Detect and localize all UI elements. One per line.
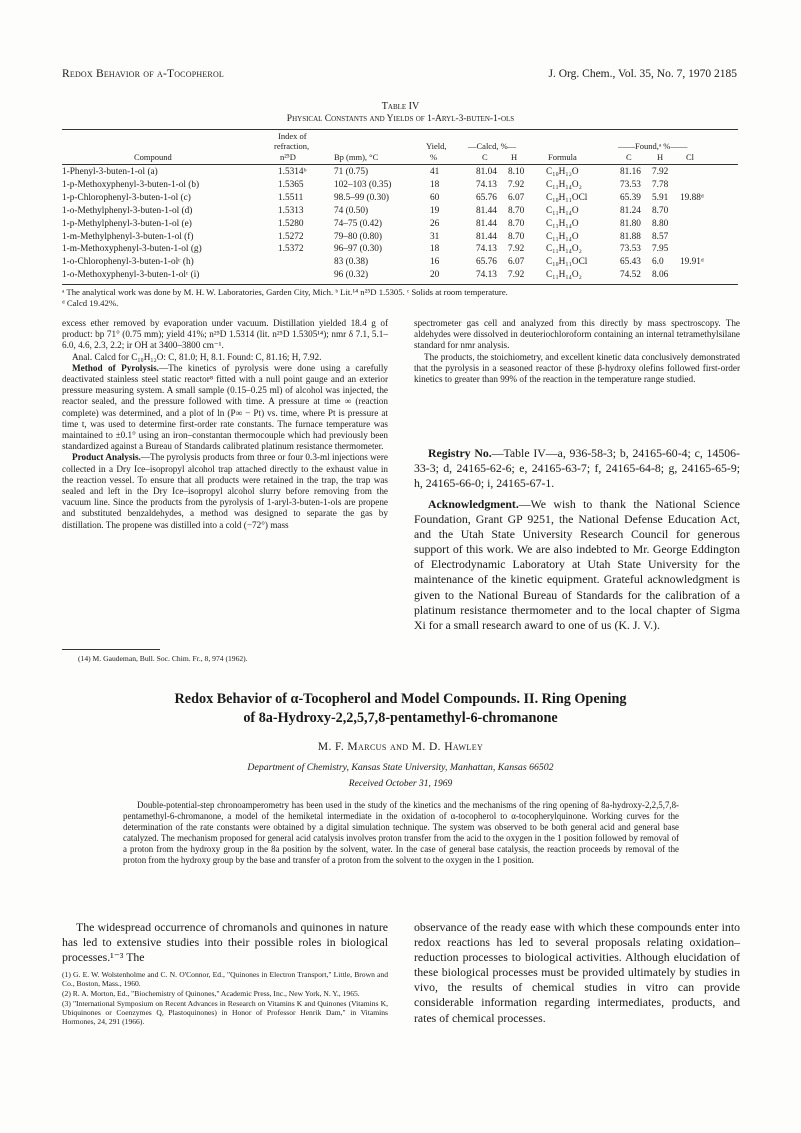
reference-2: (2) R. A. Morton, Ed., "Biochemistry of Quinones," Academic Press, Inc., New York, N. Y., 1965. [62, 988, 360, 998]
cell-compound: 1-m-Methoxyphenyl-3-buten-1-ol (g) [62, 244, 202, 255]
col-calcd-h: H [511, 152, 518, 162]
cell-n: 1.5365 [278, 179, 304, 190]
col-calcd-c: C [482, 152, 488, 162]
cell-formula: C₁₁H₁₄O [546, 205, 579, 216]
cell-bp: 74 (0.50) [334, 205, 369, 216]
running-head-journal: J. Org. Chem., Vol. 35, No. 7, 1970 2185 [548, 68, 737, 80]
cell-compound: 1-o-Methylphenyl-3-buten-1-ol (d) [62, 205, 193, 216]
cell-yield: 20 [430, 270, 440, 281]
cell-cc: 81.44 [476, 205, 497, 216]
running-head-title: Redox Behavior of α-Tocopherol [62, 68, 225, 80]
col-compound: Compound [134, 152, 172, 162]
cell-bp: 83 (0.38) [334, 257, 369, 268]
cell-bp: 98.5–99 (0.30) [334, 192, 390, 203]
cell-cc: 74.13 [476, 244, 497, 255]
cell-n: 1.5280 [278, 218, 304, 229]
cell-yield: 26 [430, 218, 440, 229]
reference-14: (14) M. Gaudeman, Bull. Soc. Chim. Fr., 8, 974 (1962). [78, 654, 248, 663]
cell-fh: 8.70 [652, 205, 669, 216]
heading-product-analysis: Product Analysis. [72, 452, 141, 463]
cell-cc: 81.44 [476, 218, 497, 229]
cell-ch: 7.92 [508, 244, 525, 255]
table-footnote-1: ᵃ The analytical work was done by M. H. W. Laboratories, Garden City, Mich. ᵇ Lit.¹⁴ n²⁵D 1.5305. ᶜ Solids at room temperature. [62, 287, 508, 297]
cell-n: 1.5511 [278, 192, 304, 203]
cell-cc: 74.13 [476, 179, 497, 190]
cell-formula: C₁₁H₁₄O₂ [546, 244, 582, 255]
table-row [62, 257, 738, 270]
cell-fh: 7.95 [652, 244, 669, 255]
footnote-rule-left [62, 649, 160, 650]
col-calcd: —Calcd, %— [468, 141, 517, 151]
table-label: Table IV [381, 101, 420, 112]
cell-formula: C₁₀H₁₁OCl [546, 192, 588, 203]
text-registry: —Table IV—a, 936-58-3; b, 24165-60-4; c, 14506-33-3; d, 24165-62-6; e, 24165-63-7; f, 24165-64-8; g, 24165-65-9; h, 24165-66-0; i, 24165-67-1. [414, 446, 740, 491]
table-header [62, 131, 738, 161]
col-formula: Formula [548, 152, 577, 162]
cell-cc: 65.76 [476, 192, 497, 203]
cell-yield: 16 [430, 257, 440, 268]
reference-3: (3) "International Symposium on Recent Advances in Research on Vitamins K and Quinones (Vitamins K, Ubiquinones or Coenzymes Q, Plastoquinones) in Honor of Professor Henrik Dam," in Vitamins Hormones, 24, 291 (1966). [62, 998, 388, 1027]
cell-fh: 7.92 [652, 167, 669, 177]
text-product-analysis: —The pyrolysis products from three or four 0.3-ml injections were collected in a Dry Ice–isopropyl alcohol trap attached directly to the exhaust value in the reaction vessel. To ensure that all products were retained in the trap, the trap was sealed and left in the Dry Ice–isopropyl alcohol slurry before removing from the vacuum line. Since the products from the pyrolysis of 1-aryl-3-buten-1-ols are propene and substituted benzaldehydes, a method was designed to separate the gas by distillation. The propene was distilled into a cold (−72°) mass [62, 452, 388, 530]
cell-bp: 71 (0.75) [334, 167, 369, 177]
cell-fc: 81.80 [620, 218, 641, 229]
cell-compound: 1-o-Methoxyphenyl-3-buten-1-olᶜ (i) [62, 270, 200, 281]
col-found-h: H [657, 152, 664, 162]
cell-cc: 81.44 [476, 231, 497, 242]
cell-compound: 1-o-Chlorophenyl-3-buten-1-olᶜ (h) [62, 257, 194, 268]
article-title-line1: Redox Behavior of α-Tocopherol and Model Compounds. II. Ring Opening [174, 691, 627, 707]
cell-formula: C₁₁H₁₄O₂ [546, 270, 582, 281]
col-yield-line2: % [430, 152, 438, 162]
cell-formula: C₁₁H₁₄O [546, 231, 579, 242]
cell-fh: 7.78 [652, 179, 669, 190]
article-title [0, 690, 801, 728]
cell-n: 1.5372 [278, 244, 304, 255]
cell-bp: 102–103 (0.35) [334, 179, 392, 190]
text-acknowledgment: —We wish to thank the National Science Foundation, Grant GP 9251, the National Defense Education Act, and the Utah State University Research Council for generous support of this work. We are also indebted to Mr. George Eddington of Electrodynamic Laboratory at Utah State University for the maintenance of the kinetic equipment. Grateful acknowledgment is given to the National Bureau of Standards for the calibration of a platinum resistance thermometer and to the local chapter of Sigma Xi for a small research award to one of us (K. J. V.). [414, 497, 740, 632]
col-bp: Bp (mm), °C [334, 152, 379, 162]
cell-formula: C₁₀H₁₂O [546, 167, 579, 177]
cell-fc: 73.53 [620, 179, 641, 190]
intro-left-text: The widespread occurrence of chromanols and quinones in nature has led to extensive studies into their possible roles in biological processes.¹⁻³ The [62, 920, 388, 965]
cell-cc: 65.76 [476, 257, 497, 268]
cell-bp: 79–80 (0.80) [334, 231, 383, 242]
cell-fc: 65.39 [620, 192, 641, 203]
cell-formula: C₁₀H₁₁OCl [546, 257, 588, 268]
paragraph-product-analysis [62, 452, 388, 530]
paragraph-spectrometer: spectrometer gas cell and analyzed from this directly by mass spectroscopy. The aldehydes were dissolved in deuteriochloroform containing an internal tetramethylsilane standard for nmr analysis. [414, 318, 740, 351]
paragraph-products: The products, the stoichiometry, and excellent kinetic data conclusively demonstrated that the pyrolysis in a seasoned reactor of these β-hydroxy olefins followed first-order kinetics to greater than 99% of the reaction in the temperature range studied. [414, 351, 740, 385]
cell-n: 1.5313 [278, 205, 304, 216]
cell-yield: 18 [430, 244, 440, 255]
cell-compound: 1-m-Methylphenyl-3-buten-1-ol (f) [62, 231, 194, 242]
table-row [62, 270, 738, 283]
cell-fh: 8.06 [652, 270, 669, 281]
cell-bp: 74–75 (0.42) [334, 218, 383, 229]
cell-bp: 96 (0.32) [334, 270, 369, 281]
table-title [0, 101, 801, 125]
cell-compound: 1-p-Methoxyphenyl-3-buten-1-ol (b) [62, 179, 200, 190]
table-row [62, 206, 738, 219]
col-yield-line1: Yield, [426, 141, 447, 151]
cell-formula: C₁₁H₁₄O₂ [546, 179, 582, 190]
table-footnote-2: ᵈ Calcd 19.42%. [62, 298, 119, 308]
col-index-line2: refraction, [274, 141, 310, 151]
cell-fc: 81.88 [620, 231, 641, 242]
cell-fcl: 19.91ᵈ [680, 257, 704, 268]
cell-ch: 6.07 [508, 257, 525, 268]
article-authors: M. F. Marcus and M. D. Hawley [317, 741, 484, 753]
cell-compound: 1-p-Methylphenyl-3-buten-1-ol (e) [62, 218, 192, 229]
col-index-line3: n²⁵D [280, 152, 296, 162]
heading-registry: Registry No. [428, 446, 492, 460]
cell-yield: 41 [430, 167, 440, 177]
cell-fc: 81.16 [620, 167, 641, 177]
col-found-cl: Cl [686, 152, 695, 162]
article-title-line2: of 8a-Hydroxy-2,2,5,7,8-pentamethyl-6-chromanone [243, 710, 558, 726]
cell-yield: 60 [430, 192, 440, 203]
cell-fc: 81.24 [620, 205, 641, 216]
table-bottom-rule [62, 284, 738, 285]
intro-left [62, 920, 388, 965]
cell-ch: 7.92 [508, 270, 525, 281]
cell-formula: C₁₁H₁₄O [546, 218, 579, 229]
cell-fh: 8.57 [652, 231, 669, 242]
cell-fc: 74.52 [620, 270, 641, 281]
cell-ch: 8.70 [508, 231, 525, 242]
table-row [62, 193, 738, 206]
intro-right [414, 920, 740, 1026]
cell-fc: 73.53 [620, 244, 641, 255]
reference-1: (1) G. E. W. Wolstenholme and C. N. O'Connor, Ed., "Quinones in Electron Transport," Little, Brown and Co., Boston, Mass., 1960. [62, 970, 388, 989]
cell-yield: 31 [430, 231, 440, 242]
cell-ch: 8.70 [508, 205, 525, 216]
table-row [62, 219, 738, 232]
article-received: Received October 31, 1969 [348, 779, 453, 789]
cell-ch: 8.70 [508, 218, 525, 229]
col-found-c: C [626, 152, 632, 162]
intro-right-text: observance of the ready ease with which these compounds enter into redox reactions has led to several proposals relating oxidation–reduction processes to biological activities. Although elucidation of these biological processes must be provided ultimately by studies in vivo, the results of chemical studies in vitro can provide considerable information regarding intermediates, products, and rates of chemical processes. [414, 920, 740, 1025]
right-column [414, 318, 740, 385]
cell-bp: 96–97 (0.30) [334, 244, 383, 255]
table-row [62, 232, 738, 245]
heading-pyrolysis: Method of Pyrolysis. [72, 362, 159, 373]
cell-ch: 6.07 [508, 192, 525, 203]
registry-paragraph [414, 446, 740, 491]
paragraph-pyrolysis [62, 363, 388, 453]
cell-fcl: 19.88ᵈ [680, 192, 704, 203]
cell-compound: 1-Phenyl-3-buten-1-ol (a) [62, 167, 158, 177]
cell-yield: 18 [430, 179, 440, 190]
table-header-rule [62, 164, 738, 165]
table-top-rule [62, 129, 738, 130]
cell-yield: 19 [430, 205, 440, 216]
col-found: ——Found,ᵃ %—— [618, 141, 688, 151]
cell-fh: 8.80 [652, 218, 669, 229]
table-row [62, 167, 738, 180]
heading-acknowledgment: Acknowledgment. [428, 497, 519, 511]
references-list [62, 970, 388, 1027]
cell-cc: 74.13 [476, 270, 497, 281]
table-row [62, 244, 738, 257]
paragraph-distillation: excess ether removed by evaporation under vacuum. Distillation yielded 18.4 g of product: bp 71° (0.75 mm); yield 41%; n²⁵D 1.5314 (lit. n²⁵D 1.5305¹⁴); nmr δ 7.1, 5.1–6.0, 4.6, 2.3, 2.2; ir OH at 3400–3800 cm⁻¹. [62, 318, 388, 351]
cell-fc: 65.43 [620, 257, 641, 268]
col-index-line1: Index of [278, 131, 307, 141]
cell-fh: 5.91 [652, 192, 669, 203]
cell-cc: 81.04 [476, 167, 497, 177]
text-pyrolysis: —The kinetics of pyrolysis were done using a carefully deactivated stainless steel static reactor⁸ fitted with a null point gauge and an exterior pressure measuring system. A small sample (0.15–0.25 ml) of alcohol was injected, the reactor sealed, and the pressure followed with time. A pressure at time ∞ (reaction complete) was determined, and a plot of ln (P∞ − Pt) vs. time, where Pt is pressure at time t, was used to determine first-order rate constants. The furnace temperature was maintained to ±0.1° using an iron–constantan thermocouple which had previously been standardized against a Bureau of Standards calibrated platinum resistance thermometer. [62, 362, 389, 452]
article-abstract [123, 800, 679, 866]
left-column [62, 318, 388, 531]
acknowledgment-paragraph [414, 497, 740, 633]
cell-fh: 6.0 [652, 257, 664, 268]
cell-ch: 7.92 [508, 179, 525, 190]
table-row [62, 180, 738, 193]
running-head [62, 68, 737, 84]
cell-n: 1.5272 [278, 231, 304, 242]
paragraph-anal: Anal. Calcd for C₁₀H₁₂O: C, 81.0; H, 8.1. Found: C, 81.16; H, 7.92. [72, 351, 322, 362]
cell-compound: 1-p-Chlorophenyl-3-buten-1-ol (c) [62, 192, 191, 203]
article-affiliation: Department of Chemistry, Kansas State University, Manhattan, Kansas 66502 [247, 762, 554, 773]
abstract-text: Double-potential-step chronoamperometry has been used in the study of the kinetics and the mechanisms of the ring opening of 8a-hydroxy-2,2,5,7,8-pentamethyl-6-chromanone, a model of the hemiketal intermediate in the oxidation of α-tocopherol to α-tocopherylquinone. Working curves for the determination of the rate constants were obtained by a digital simulation technique. The system was observed to be both general acid and general base catalyzed. The mechanism proposed for general acid catalysis involves proton transfer from the acid to the oxygen in the 1 position followed by removal of a proton from the hydroxy group in the 8a position by the solvent, water. In the case of general base catalysis, the reaction proceeds by removal of the proton from the hydroxy group by the base and transfer of a proton from the solvent to the oxygen in the 1 position. [123, 800, 679, 865]
table-caption: Physical Constants and Yields of 1-Aryl-3-buten-1-ols [286, 114, 515, 124]
cell-ch: 8.10 [508, 167, 525, 177]
cell-n: 1.5314ᵇ [278, 167, 307, 177]
